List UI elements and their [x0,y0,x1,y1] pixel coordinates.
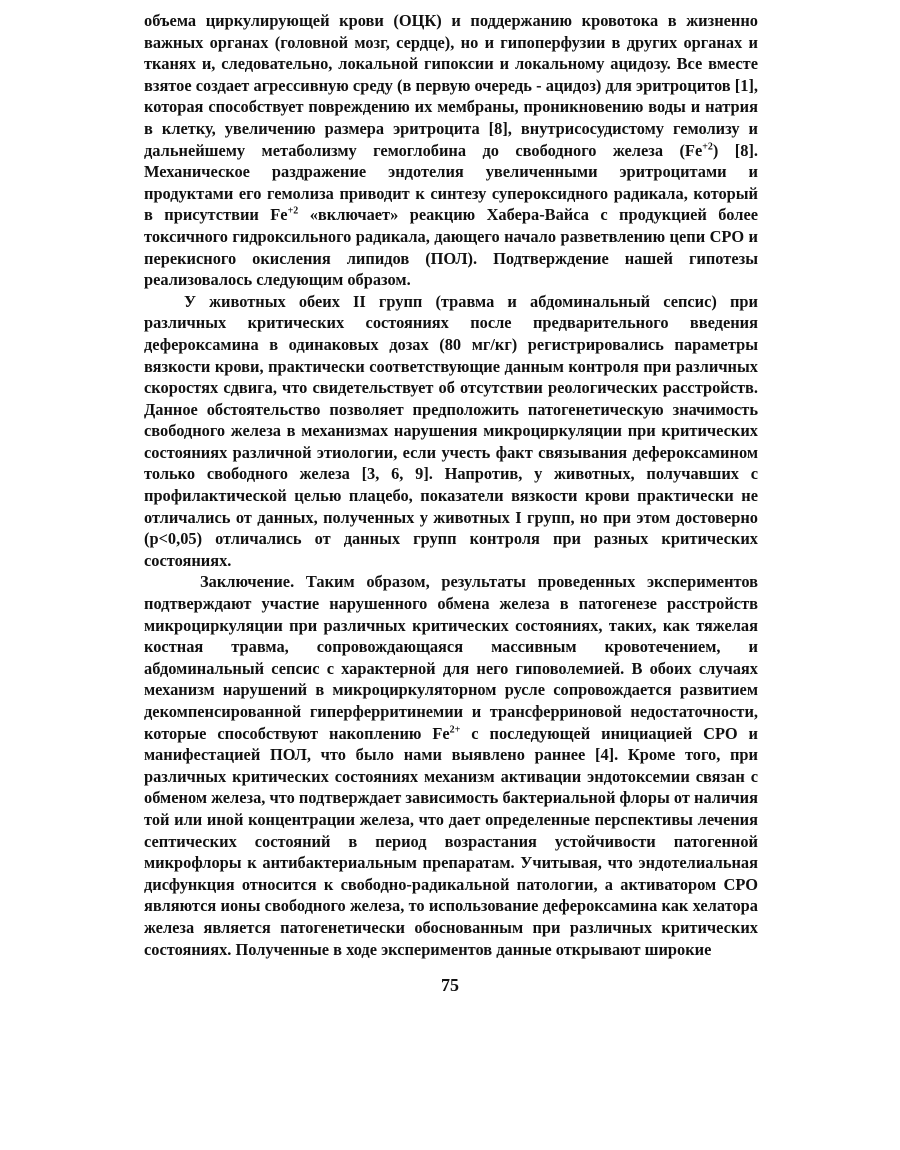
paragraph-1 [144,10,758,291]
conclusion-heading: Заключение. [200,572,295,592]
superscript-iron-charge: 2+ [449,724,461,736]
page-number: 75 [441,975,459,995]
paragraph-1-text-a: объема циркулирующей крови (ОЦК) и поддержанию кровотока в жизненно важных органах (головной мозг, сердце), но и гипоперфузии в других органах и тканях и, следовательно, локальной гипоксии и локальному ацидозу. Все вместе взятое создает агрессивную среду (в первую очередь - ацидоз) для эритроцитов [1], которая способствует повреждению их мембраны, проникновению воды и натрия в клетку, увеличению размера эритроцита [8], внутрисосудистому гемолизу и дальнейшему метаболизму гемоглобина до свободного железа (Fe [144,11,758,160]
body-text [144,10,758,960]
paragraph-3 [144,571,758,960]
paragraph-3-text-a: Таким образом, результаты проведенных экспериментов подтверждают участие нарушенного обмена железа в патогенезе расстройств микроциркуляции при различных критических состояниях, таких, как тяжелая костная травма, сопровождающаяся массивным кровотечением, и абдоминальный сепсис с характерной для него гиповолемией. В обоих случаях механизм нарушений в микроциркуляторном русле сопровождается развитием декомпенсированной гиперферритинемии и трансферриновой недостаточности, которые способствуют накоплению Fe [144,572,758,743]
superscript-iron-charge: +2 [702,141,713,153]
paragraph-1-text-c: «включает» реакцию Хабера-Вайса с продукцией более токсичного гидроксильного радикала, дающего начало разветвлению цепи СРО и перекисного окисления липидов (ПОЛ). Подтверждение нашей гипотезы реализовалось следующим образом. [144,205,758,290]
paragraph-1-text-b: ) [8]. Механическое раздражение эндотелия увеличенными эритроцитами и продуктами его гемолиза приводит к синтезу супероксидного радикала, который в присутствии Fe [144,140,758,225]
paragraph-3-text-b: с последующей инициацией СРО и манифестацией ПОЛ, что было нами выявлено раннее [4]. Кроме того, при различных критических состояниях механизм активации эндотоксемии связан с обменом железа, что подтверждает зависимость бактериальной флоры от наличия той или иной концентрации железа, что дает определенные перспективы лечения септических состояний в период возрастания устойчивости патогенной микрофлоры к антибактериальным препаратам. Учитывая, что эндотелиальная дисфункция относится к свободно-радикальной патологии, а активатором СРО являются ионы свободного железа, то использование дефероксамина как хелатора железа является патогенетически обоснованным при различных критических состояниях. Полученные в ходе экспериментов данные открывают широкие [144,723,758,959]
paragraph-2: У животных обеих II групп (травма и абдоминальный сепсис) при различных критических состояниях после предварительного введения дефероксамина в одинаковых дозах (80 мг/кг) регистрировались параметры вязкости крови, практически соответствующие данным контроля при различных скоростях сдвига, что свидетельствует об отсутствии реологических расстройств. Данное обстоятельство позволяет предположить патогенетическую значимость свободного железа в механизмах нарушения микроциркуляции при критических состояниях различной этиологии, если учесть факт связывания дефероксамином только свободного железа [3, 6, 9]. Напротив, у животных, получавших с профилактической целью плацебо, показатели вязкости крови практически не отличались от данных, полученных у животных I групп, но при этом достоверно (p<0,05) отличались от данных групп контроля при разных критических состояниях. [144,291,758,570]
superscript-iron-charge: +2 [287,205,299,217]
